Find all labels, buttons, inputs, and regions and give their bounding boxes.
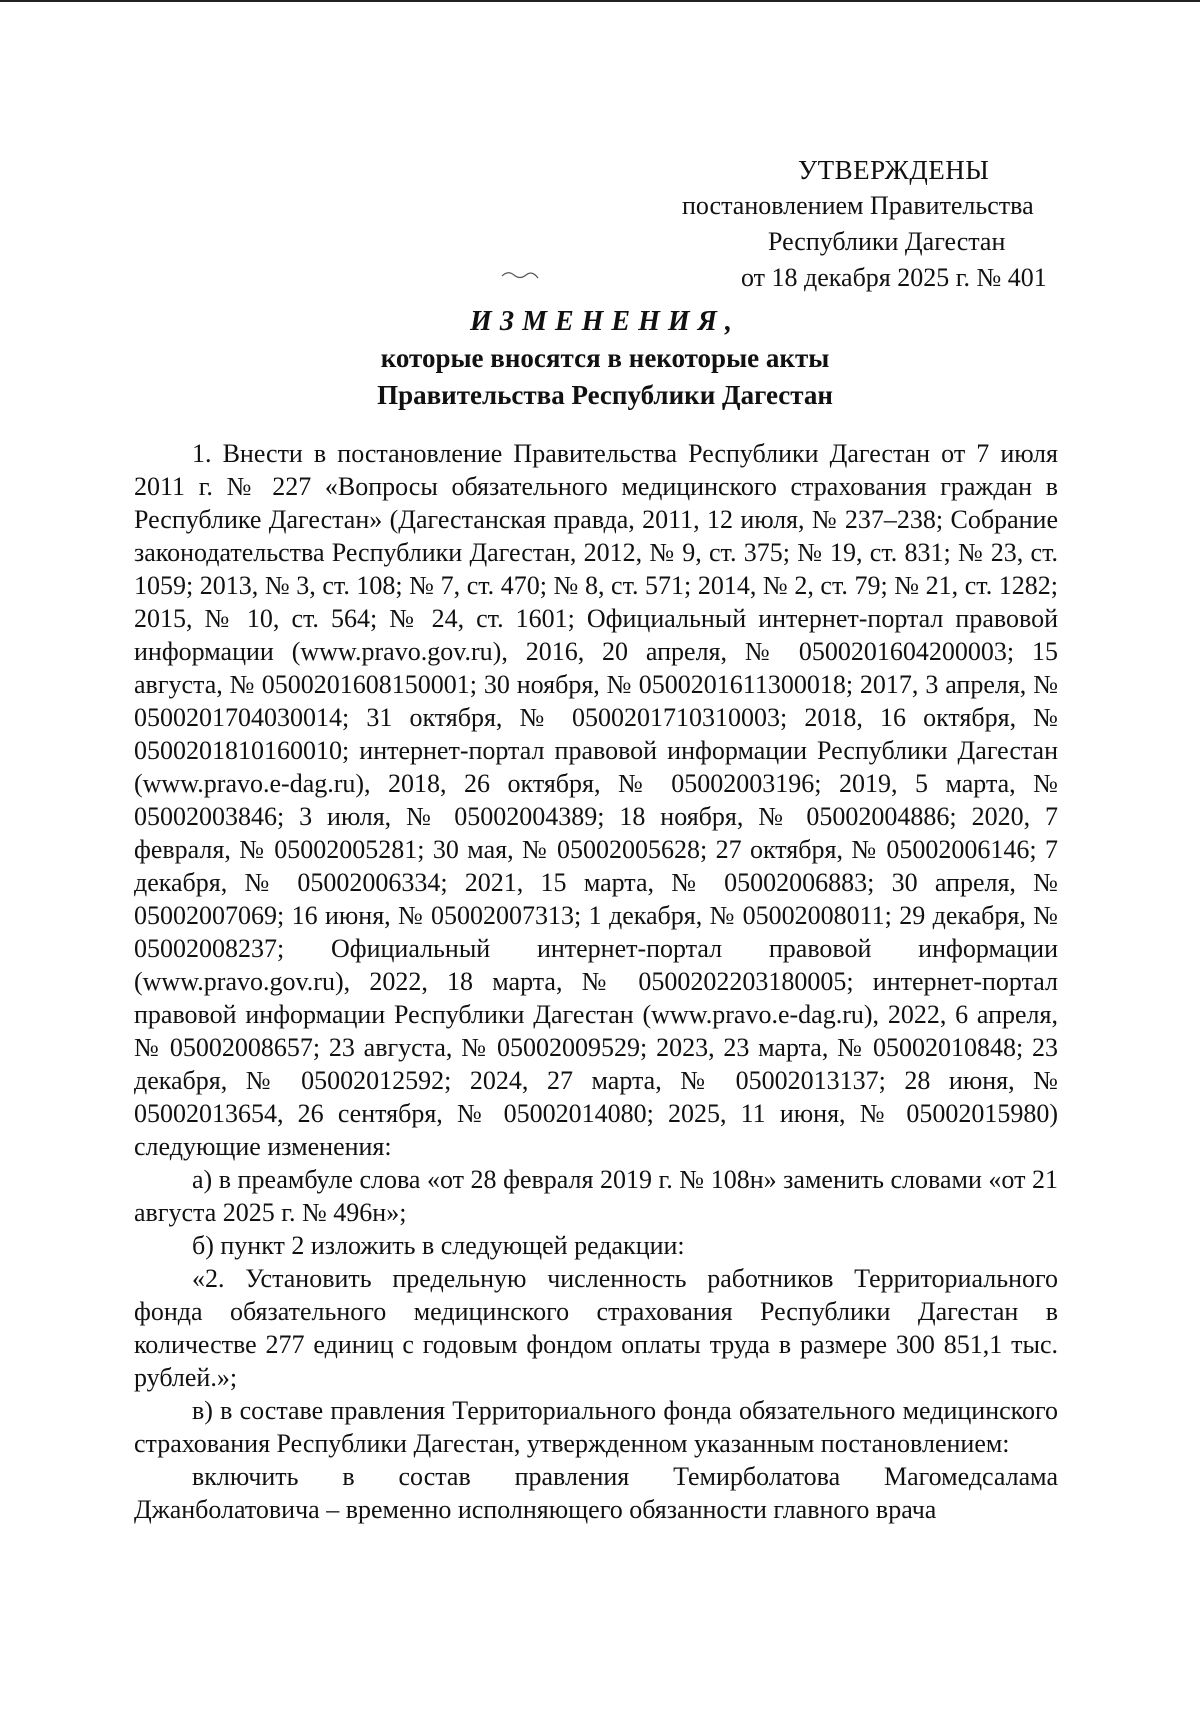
approval-line-3: от 18 декабря 2025 г. № 401 xyxy=(741,263,1047,292)
paragraph-4: «2. Установить предельную численность работников Территориального фонда обязательного медицинского страхования Республики Дагестан в количестве 277 единиц с годовым фондом оплаты труда в размере 300 851,1 тыс. рублей.»; xyxy=(134,1264,1058,1392)
document-body xyxy=(134,437,1058,1526)
approval-line-2: Республики Дагестан xyxy=(768,227,1006,256)
paragraph-5: в) в составе правления Территориального фонда обязательного медицинского страхования Республики Дагестан, утвержденном указанным постановлением: xyxy=(134,1396,1058,1458)
heading-subtitle-2: Правительства Республики Дагестан xyxy=(377,380,833,410)
approval-title: УТВЕРЖДЕНЫ xyxy=(798,155,990,185)
heading-subtitle-1: которые вносятся в некоторые акты xyxy=(380,343,830,373)
document-heading xyxy=(0,303,1200,414)
paragraph-2: а) в преамбуле слова «от 28 февраля 2019 г. № 108н» заменить словами «от 21 августа 2025 г. № 496н»; xyxy=(134,1165,1058,1227)
approval-line-1: постановлением Правительства xyxy=(682,191,1034,220)
heading-title: ИЗМЕНЕНИЯ, xyxy=(470,306,740,337)
paragraph-6: включить в состав правления Темирболатова Магомедсалама Джанболатовича – временно исполняющего обязанности главного врача xyxy=(134,1462,1058,1524)
approval-stamp xyxy=(668,152,1068,296)
paragraph-3: б) пункт 2 изложить в следующей редакции: xyxy=(192,1231,685,1260)
pen-mark-icon xyxy=(500,268,540,282)
paragraph-1: 1. Внести в постановление Правительства Республики Дагестан от 7 июля 2011 г. № 227 «Вопросы обязательного медицинского страхования граждан в Республике Дагестан» (Дагестанская правда, 2011, 12 июля, № 237–238; Собрание законодательства Республики Дагестан, 2012, № 9, ст. 375; № 19, ст. 831; № 23, ст. 1059; 2013, № 3, ст. 108; № 7, ст. 470; № 8, ст. 571; 2014, № 2, ст. 79; № 21, ст. 1282; 2015, № 10, ст. 564; № 24, ст. 1601; Официальный интернет-портал правовой информации (www.pravo.gov.ru), 2016, 20 апреля, № 0500201604200003; 15 августа, № 0500201608150001; 30 ноября, № 0500201611300018; 2017, 3 апреля, № 0500201704030014; 31 октября, № 0500201710310003; 2018, 16 октября, № 0500201810160010; интернет-портал правовой информации Республики Дагестан (www.pravo.e-dag.ru), 2018, 26 октября, № 05002003196; 2019, 5 марта, № 05002003846; 3 июля, № 05002004389; 18 ноября, № 05002004886; 2020, 7 февраля, № 05002005281; 30 мая, № 05002005628; 27 октября, № 05002006146; 7 декабря, № 05002006334; 2021, 15 марта, № 05002006883; 30 апреля, № 05002007069; 16 июня, № 05002007313; 1 декабря, № 05002008011; 29 декабря, № 05002008237; Официальный интернет-портал правовой информации (www.pravo.gov.ru), 2022, 18 марта, № 0500202203180005; интернет-портал правовой информации Республики Дагестан (www.pravo.e-dag.ru), 2022, 6 апреля, № 05002008657; 23 августа, № 05002009529; 2023, 23 марта, № 05002010848; 23 декабря, № 05002012592; 2024, 27 марта, № 05002013137; 28 июня, № 05002013654, 26 сентября, № 05002014080; 2025, 11 июня, № 05002015980) следующие изменения: xyxy=(134,439,1058,1161)
page-top-border xyxy=(0,0,1200,2)
